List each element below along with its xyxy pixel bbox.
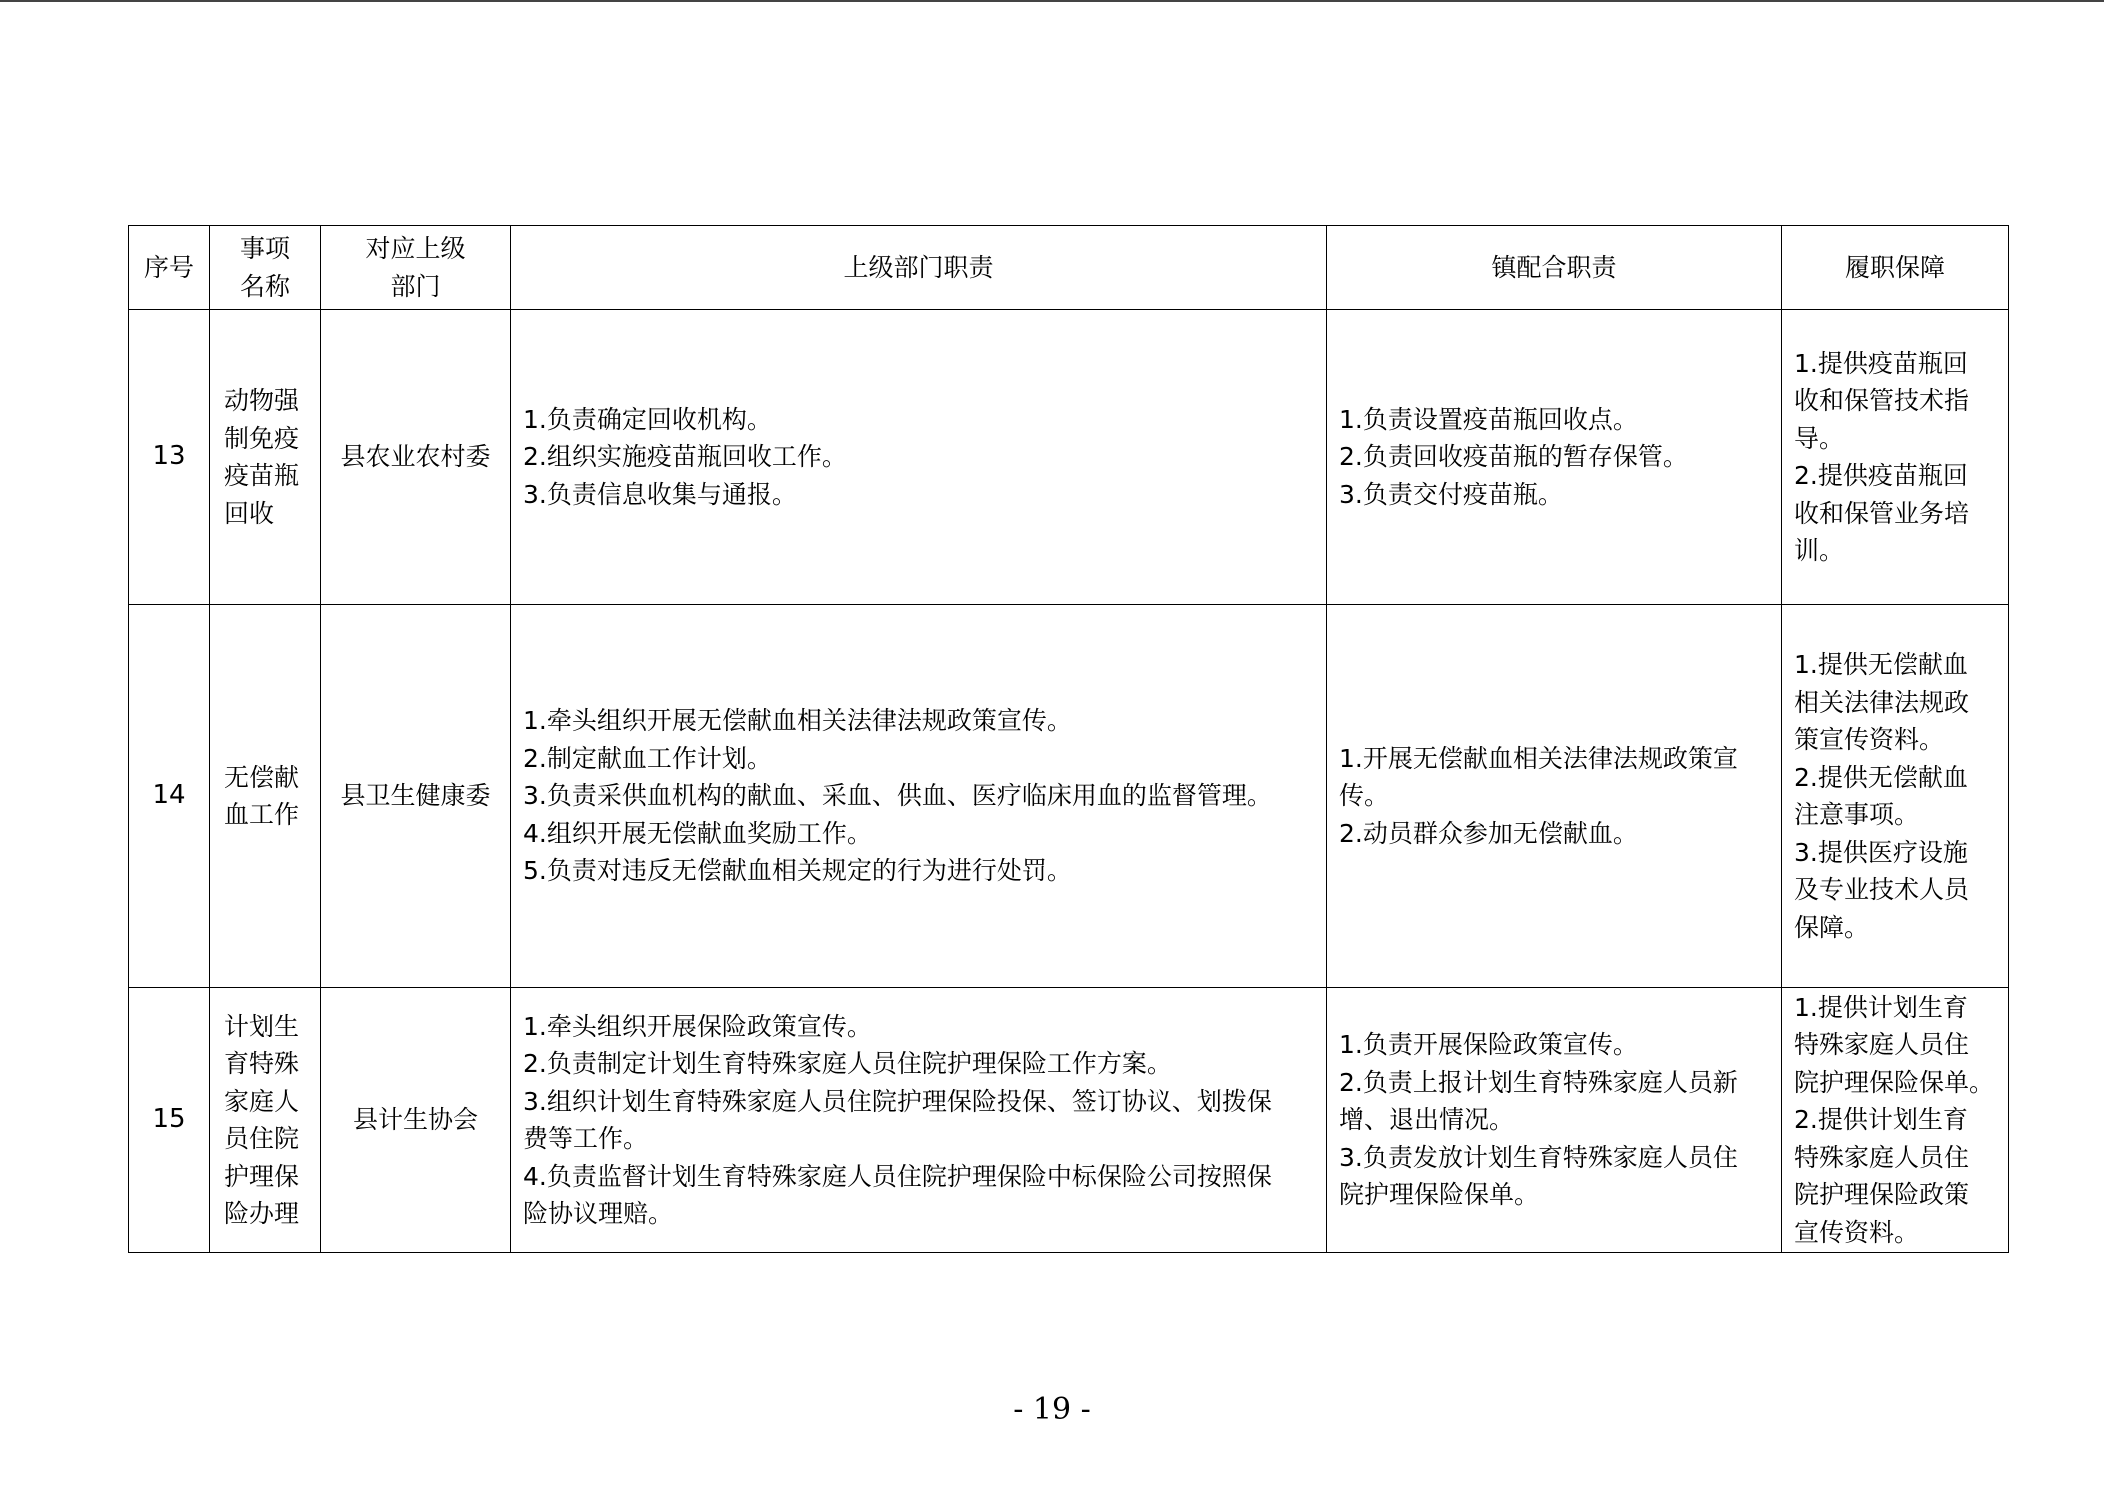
item-name-line: 家庭人 <box>224 1086 300 1116</box>
duty-line: 1.牵头组织开展保险政策宣传。 <box>523 1011 872 1041</box>
row-item-name <box>210 988 321 1253</box>
item-name-line: 动物强 <box>224 386 300 415</box>
guarantee-line: 特殊家庭人员住 <box>1794 1142 1970 1172</box>
duty-line: 传。 <box>1339 781 1390 811</box>
header-dept <box>321 226 511 310</box>
guarantee-line: 收和保管业务培 <box>1794 498 1970 528</box>
duty-line: 1.负责确定回收机构。 <box>523 404 772 434</box>
guarantee-line: 1.提供无偿献血 <box>1794 650 1968 679</box>
table-row <box>129 310 2009 605</box>
header-seq: 序号 <box>129 226 210 310</box>
guarantee-line: 2.提供疫苗瓶回 <box>1794 461 1968 490</box>
item-name-line: 回收 <box>224 498 275 528</box>
duty-line: 4.负责监督计划生育特殊家庭人员住院护理保险中标保险公司按照保 <box>523 1161 1272 1191</box>
guarantee-line: 保障。 <box>1794 912 1870 942</box>
row-guarantee <box>1782 605 2009 988</box>
duty-line: 2.负责回收疫苗瓶的暂存保管。 <box>1339 442 1688 472</box>
duty-line: 3.负责采供血机构的献血、采血、供血、医疗临床用血的监督管理。 <box>523 781 1272 811</box>
item-name-line: 制免疫 <box>224 423 300 453</box>
duty-line: 险协议理赔。 <box>523 1199 674 1228</box>
duty-line: 1.开展无偿献血相关法律法规政策宣 <box>1339 743 1738 773</box>
guarantee-line: 特殊家庭人员住 <box>1794 1030 1970 1060</box>
item-name-line: 计划生 <box>224 1011 300 1041</box>
duty-line: 2.负责制定计划生育特殊家庭人员住院护理保险工作方案。 <box>523 1049 1172 1078</box>
header-item-line: 事项 <box>239 233 290 263</box>
row-guarantee <box>1782 988 2009 1253</box>
guarantee-line: 院护理保险政策 <box>1794 1180 1970 1210</box>
duty-line: 1.负责设置疫苗瓶回收点。 <box>1339 404 1638 434</box>
guarantee-line: 3.提供医疗设施 <box>1794 837 1968 867</box>
header-row <box>129 226 2009 310</box>
header-dept-line: 对应上级 <box>365 233 466 263</box>
row-town-duties <box>1327 310 1782 605</box>
row-item-name <box>210 310 321 605</box>
duty-line: 2.组织实施疫苗瓶回收工作。 <box>523 442 847 472</box>
top-border-line <box>0 0 2104 2</box>
duty-line: 3.组织计划生育特殊家庭人员住院护理保险投保、签订协议、划拨保 <box>523 1086 1272 1116</box>
duty-line: 费等工作。 <box>523 1124 649 1153</box>
duty-line: 4.组织开展无偿献血奖励工作。 <box>523 818 872 848</box>
duty-line: 1.牵头组织开展无偿献血相关法律法规政策宣传。 <box>523 706 1072 736</box>
guarantee-line: 宣传资料。 <box>1794 1217 1920 1247</box>
header-town-duties: 镇配合职责 <box>1327 226 1782 310</box>
item-name-line: 护理保 <box>224 1161 300 1191</box>
duty-line: 3.负责发放计划生育特殊家庭人员住 <box>1339 1142 1738 1172</box>
header-upper-duties: 上级部门职责 <box>511 226 1327 310</box>
row-seq: 14 <box>129 605 210 988</box>
guarantee-line: 相关法律法规政 <box>1794 687 1970 717</box>
row-dept: 县农业农村委 <box>321 310 511 605</box>
guarantee-line: 策宣传资料。 <box>1794 725 1945 754</box>
guarantee-line: 收和保管技术指 <box>1794 386 1970 415</box>
row-town-duties <box>1327 988 1782 1253</box>
header-guarantee: 履职保障 <box>1782 226 2009 310</box>
guarantee-line: 院护理保险保单。 <box>1794 1067 1995 1097</box>
row-upper-duties <box>511 310 1327 605</box>
row-upper-duties <box>511 605 1327 988</box>
duty-line: 2.动员群众参加无偿献血。 <box>1339 818 1638 848</box>
header-item-line: 名称 <box>239 271 290 301</box>
row-upper-duties <box>511 988 1327 1253</box>
guarantee-line: 1.提供疫苗瓶回 <box>1794 348 1968 378</box>
guarantee-line: 导。 <box>1794 423 1845 453</box>
guarantee-line: 2.提供无偿献血 <box>1794 762 1968 792</box>
duty-line: 2.制定献血工作计划。 <box>523 743 772 773</box>
row-seq: 15 <box>129 988 210 1253</box>
duty-line: 1.负责开展保险政策宣传。 <box>1339 1030 1638 1060</box>
table-row <box>129 988 2009 1253</box>
row-item-name <box>210 605 321 988</box>
header-item <box>210 226 321 310</box>
guarantee-line: 2.提供计划生育 <box>1794 1105 1968 1135</box>
duty-line: 3.负责交付疫苗瓶。 <box>1339 479 1563 509</box>
responsibility-table <box>128 225 2009 1253</box>
item-name-line: 疫苗瓶 <box>224 461 300 490</box>
item-name-line: 无偿献 <box>224 762 300 792</box>
header-dept-line: 部门 <box>390 271 441 301</box>
duty-line: 增、退出情况。 <box>1339 1105 1515 1135</box>
guarantee-line: 注意事项。 <box>1794 800 1920 829</box>
table-row <box>129 605 2009 988</box>
item-name-line: 育特殊 <box>224 1049 300 1078</box>
page-number: - 19 - <box>1013 1392 1091 1427</box>
guarantee-line: 及专业技术人员 <box>1794 875 1970 904</box>
row-guarantee <box>1782 310 2009 605</box>
duty-line: 3.负责信息收集与通报。 <box>523 479 797 509</box>
guarantee-line: 训。 <box>1794 536 1845 565</box>
item-name-line: 险办理 <box>224 1199 300 1228</box>
row-dept: 县卫生健康委 <box>321 605 511 988</box>
guarantee-line: 1.提供计划生育 <box>1794 992 1968 1022</box>
duty-line: 5.负责对违反无偿献血相关规定的行为进行处罚。 <box>523 856 1072 886</box>
duty-line: 2.负责上报计划生育特殊家庭人员新 <box>1339 1067 1738 1097</box>
item-name-line: 员住院 <box>224 1124 300 1153</box>
row-seq: 13 <box>129 310 210 605</box>
row-dept: 县计生协会 <box>321 988 511 1253</box>
item-name-line: 血工作 <box>224 800 300 829</box>
duty-line: 院护理保险保单。 <box>1339 1180 1540 1210</box>
row-town-duties <box>1327 605 1782 988</box>
